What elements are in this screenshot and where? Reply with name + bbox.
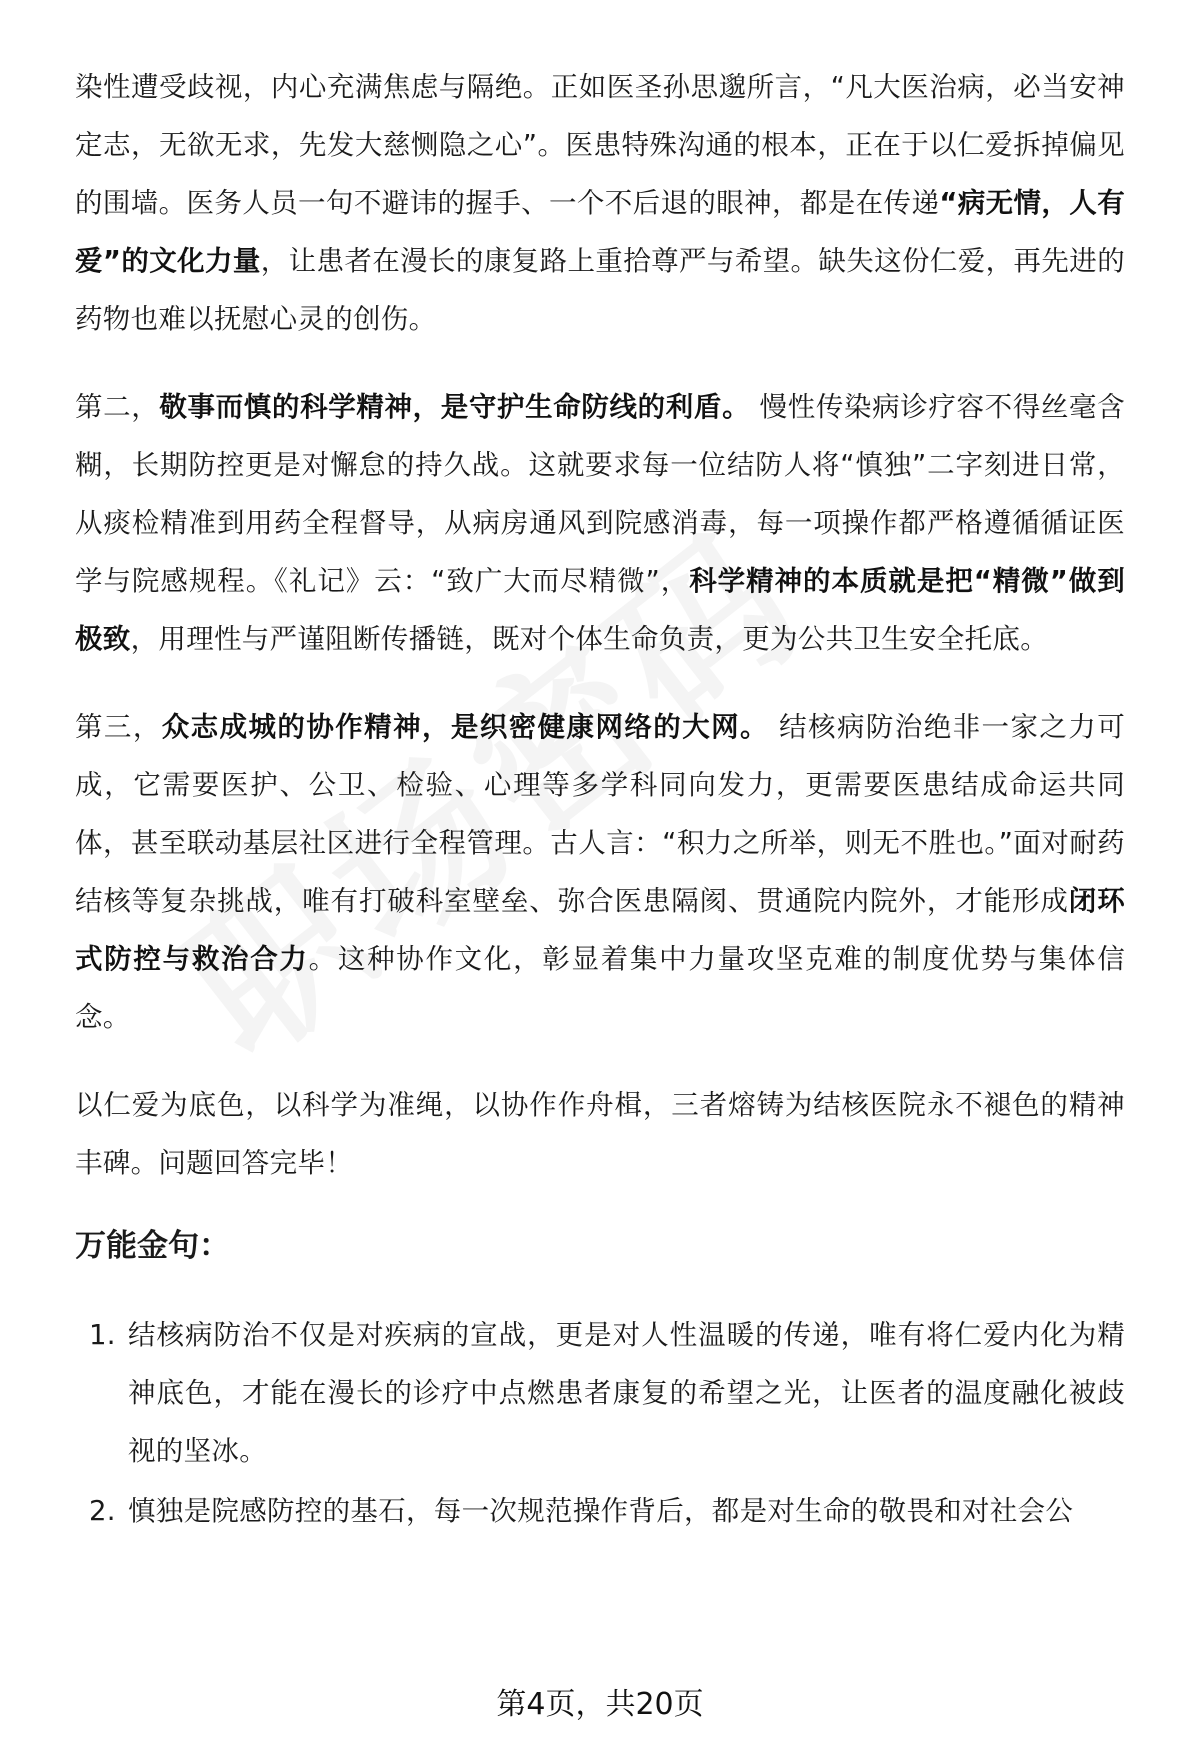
list-number: 2.	[89, 1495, 116, 1527]
list-text: 结核病防治不仅是对疾病的宣战，更是对人性温暖的传递，唯有将仁爱内化为精神底色，才能在漫长的诊疗中点燃患者康复的希望之光，让医者的温度融化被歧视的坚冰。	[128, 1319, 1125, 1467]
bold-run: “病无情，人有爱”的文化力量	[75, 187, 1125, 277]
bold-run: 科学精神的本质就是把“精微”做到极致	[75, 565, 1125, 655]
text-run: 。这种协作文化，彰显着集中力量攻坚克难的制度优势与集体信念。	[75, 943, 1125, 1033]
text-run: 第二，	[75, 391, 160, 423]
text-run: ，让患者在漫长的康复路上重拾尊严与希望。缺失这份仁爱，再先进的药物也难以抚慰心灵的创伤。	[75, 245, 1125, 335]
page-number-footer: 第4页，共20页	[496, 1687, 704, 1722]
paragraph-conclusion	[75, 1076, 1125, 1192]
text-run: 慢性传染病诊疗容不得丝毫含糊，长期防控更是对懈怠的持久战。这就要求每一位结防人将“慎独”二字刻进日常，从痰检精准到用药全程督导，从病房通风到院感消毒，每一项操作都严格遵循循证医学与院感规程。《礼记》云：“致广大而尽精微”，	[75, 391, 1125, 597]
list-text: 慎独是院感防控的基石，每一次规范操作背后，都是对生命的敬畏和对社会公	[128, 1495, 1074, 1527]
list-number: 1.	[89, 1319, 116, 1351]
bold-run: 敬事而慎的科学精神，是守护生命防线的利盾。	[159, 391, 751, 423]
list-item	[75, 1482, 1125, 1540]
text-run: 以仁爱为底色，以科学为准绳，以协作作舟楫，三者熔铸为结核医院永不褪色的精神丰碑。问题回答完毕！	[75, 1089, 1125, 1179]
text-run: 第三，	[75, 711, 162, 743]
text-run: ，用理性与严谨阻断传播链，既对个体生命负责，更为公共卫生安全托底。	[130, 623, 1049, 655]
list-item	[75, 1306, 1125, 1480]
bold-run: 闭环式防控与救治合力	[75, 885, 1125, 975]
paragraph-humanistic-care	[75, 58, 1125, 348]
paragraph-collaboration-spirit	[75, 698, 1125, 1046]
paragraph-scientific-spirit	[75, 378, 1125, 668]
bold-run: 众志成城的协作精神，是织密健康网络的大网。	[161, 711, 769, 743]
golden-sentence-list	[75, 1306, 1125, 1540]
section-heading-golden-sentences: 万能金句：	[75, 1228, 230, 1264]
text-run: 染性遭受歧视，内心充满焦虑与隔绝。正如医圣孙思邈所言，“凡大医治病，必当安神定志，无欲无求，先发大慈恻隐之心”。医患特殊沟通的根本，正在于以仁爱拆掉偏见的围墙。医务人员一句不避讳的握手、一个不后退的眼神，都是在传递	[75, 71, 1125, 219]
text-run: 结核病防治绝非一家之力可成，它需要医护、公卫、检验、心理等多学科同向发力，更需要医患结成命运共同体，甚至联动基层社区进行全程管理。古人言：“积力之所举，则无不胜也。”面对耐药结核等复杂挑战，唯有打破科室壁垒、弥合医患隔阂、贯通院内院外，才能形成	[75, 711, 1125, 917]
